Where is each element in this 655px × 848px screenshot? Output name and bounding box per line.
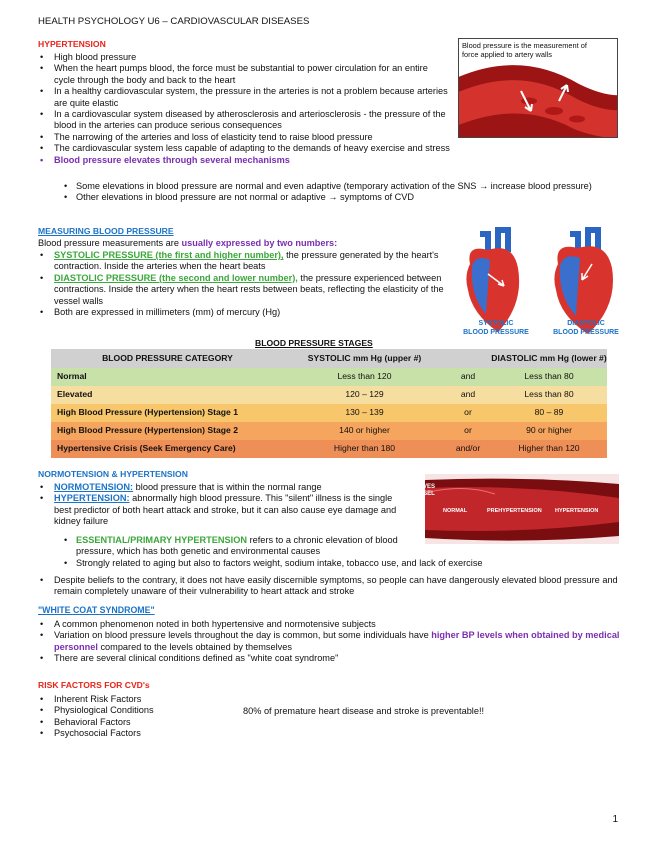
intro-text: Blood pressure measurements are xyxy=(38,238,182,248)
hypertension-definition: abnormally high blood pressure. This "silent" illness is the single best predictor of both heart attack and stroke, but it can also cause eye damage and kidney failure xyxy=(54,493,397,527)
white-coat-list xyxy=(38,619,623,665)
list-item: • Psychosocial Factors xyxy=(38,728,238,739)
hypertension-heading: HYPERTENSION xyxy=(38,39,106,49)
risk-factors-list xyxy=(38,694,238,740)
diastolic-definition: the pressure experienced between contractions. Inside the artery when the heart rests between beats, reflecting the elasticity of the vessel walls xyxy=(54,272,444,306)
list-item: • The narrowing of the arteries and loss of elasticity tend to raise blood pressure xyxy=(38,132,450,143)
diastolic-term: DIASTOLIC PRESSURE (the second and lower number), xyxy=(54,272,298,283)
list-item xyxy=(38,482,403,493)
list-item xyxy=(38,273,458,307)
table-cell: Less than 120 xyxy=(337,371,392,382)
table-row xyxy=(51,404,607,422)
mechanisms-sublist xyxy=(62,181,602,204)
list-item: • Both are expressed in millimeters (mm) of mercury (Hg) xyxy=(38,307,458,318)
table-cell: 130 – 139 xyxy=(345,407,384,418)
hypertension-sublist xyxy=(62,535,483,569)
table-cell: Less than 80 xyxy=(524,389,574,400)
table-cell: High Blood Pressure (Hypertension) Stage 1 xyxy=(57,407,238,418)
table-cell: Hypertensive Crisis (Seek Emergency Care) xyxy=(57,443,236,454)
column-header: BLOOD PRESSURE CATEGORY xyxy=(51,349,284,368)
measuring-intro xyxy=(38,238,458,249)
measuring-list xyxy=(38,250,458,318)
table-cell: or xyxy=(464,407,472,418)
list-item: • Despite beliefs to the contrary, it does not have easily discernible symptoms, so people can have dangerously elevated blood pressure and remain completely unaware of their vulnerability to heart attack and stroke xyxy=(38,575,623,598)
systolic-label: SYSTOLIC BLOOD PRESSURE xyxy=(463,320,529,336)
normotension-definition: blood pressure that is within the normal range xyxy=(133,482,322,492)
artery-illustration xyxy=(458,38,618,138)
artery-caption: Blood pressure is the measurement of force applied to artery walls xyxy=(462,41,587,59)
list-item: • When the heart pumps blood, the force must be substantial to power circulation for an entire cycle through the body and back to the heart xyxy=(38,63,450,86)
white-coat-heading: "WHITE COAT SYNDROME" xyxy=(38,605,155,615)
table-row xyxy=(51,422,607,440)
table-row xyxy=(51,368,607,386)
table-row xyxy=(51,386,607,404)
variation-text: Variation on blood pressure levels throughout the day is common, but some individuals have xyxy=(54,630,432,641)
list-item: • Blood pressure elevates through several mechanisms xyxy=(38,155,450,166)
vessel-label-prehypertension: PREHYPERTENSION xyxy=(487,508,542,514)
systolic-term: SYSTOLIC PRESSURE (the first and higher number), xyxy=(54,250,284,260)
document-title: HEALTH PSYCHOLOGY U6 – CARDIOVASCULAR DISEASES xyxy=(38,16,310,27)
beliefs-list xyxy=(38,575,623,598)
table-header-row xyxy=(51,349,607,368)
list-item xyxy=(38,250,458,273)
table-cell: Elevated xyxy=(57,389,93,400)
variation-highlight: higher BP levels when obtained by medical personnel xyxy=(54,630,620,652)
measuring-heading: MEASURING BLOOD PRESSURE xyxy=(38,226,174,236)
vessel-label-normal: NORMAL xyxy=(443,508,468,514)
table-cell: and xyxy=(460,389,476,400)
table-cell: 80 – 89 xyxy=(534,407,564,418)
column-header: DIASTOLIC mm Hg (lower #) xyxy=(491,349,607,368)
table-row xyxy=(51,440,607,458)
list-item: • The cardiovascular system less capable of adapting to the demands of heavy exercise and stress xyxy=(38,143,498,154)
normotension-list xyxy=(38,482,403,528)
systolic-definition: the pressure generated by the heart's contraction. Inside the arteries when the heart beats xyxy=(54,250,439,272)
prevention-note: 80% of premature heart disease and stroke is preventable!! xyxy=(243,706,485,716)
column-header xyxy=(445,349,491,368)
risk-factors-heading: RISK FACTORS FOR CVD's xyxy=(38,680,150,690)
page-number: 1 xyxy=(612,814,618,825)
table-cell: or xyxy=(464,425,472,436)
table-cell: Higher than 180 xyxy=(333,443,396,454)
column-header: SYSTOLIC mm Hg (upper #) xyxy=(284,349,445,368)
list-item: • A common phenomenon noted in both hypertensive and normotensive subjects xyxy=(38,619,623,630)
variation-rest: compared to the levels obtained by themselves xyxy=(97,641,292,652)
heart-illustration xyxy=(458,224,626,364)
intro-highlight: usually expressed by two numbers: xyxy=(181,238,338,248)
table-cell: 120 – 129 xyxy=(345,389,384,400)
list-item: • Inherent Risk Factors xyxy=(38,694,238,705)
table-cell: and xyxy=(460,371,476,382)
list-item: • Strongly related to aging but also to factors weight, sodium intake, tobacco use, and lack of exercise xyxy=(62,558,532,569)
table-cell: and/or xyxy=(455,443,481,454)
table-caption: BLOOD PRESSURE STAGES xyxy=(255,338,373,348)
vessel-illustration xyxy=(425,474,619,544)
list-item xyxy=(38,493,403,527)
list-item xyxy=(62,535,407,558)
table-cell: Normal xyxy=(57,371,87,382)
list-item: • High blood pressure xyxy=(38,52,450,63)
table-cell: 90 or higher xyxy=(526,425,572,436)
list-item: • There are several clinical conditions defined as "white coat syndrome" xyxy=(38,653,623,664)
diastolic-heart xyxy=(554,230,613,334)
normotension-term: NORMOTENSION: xyxy=(54,482,134,492)
hypertension-list xyxy=(38,52,450,166)
normotension-heading: NORMOTENSION & HYPERTENSION xyxy=(38,469,188,479)
table-cell: High Blood Pressure (Hypertension) Stage 2 xyxy=(57,425,238,436)
essential-term: ESSENTIAL/PRIMARY HYPERTENSION xyxy=(76,535,248,545)
list-item: • In a healthy cardiovascular system, the pressure in the arteries is not a problem because arteries are quite elastic xyxy=(38,86,450,109)
list-item xyxy=(38,630,623,653)
hypertension-term: HYPERTENSION: xyxy=(54,493,130,504)
list-item: • Physiological Conditions xyxy=(38,705,238,716)
systolic-heart xyxy=(466,230,519,332)
list-item: • In a cardiovascular system diseased by atherosclerosis and arteriosclerosis - the pressure of the blood in the arteries can produce serious consequences xyxy=(38,109,450,132)
table-cell: Less than 80 xyxy=(524,371,574,382)
blood-pressure-table xyxy=(51,349,607,458)
essential-definition: refers to a chronic elevation of blood pressure, which has both genetic and environmental causes xyxy=(76,535,398,557)
diastolic-label: DIASTOLIC BLOOD PRESSURE xyxy=(553,320,619,336)
list-item: • Other elevations in blood pressure are not normal or adaptive → symptoms of CVD xyxy=(62,192,602,203)
table-cell: Higher than 120 xyxy=(518,443,580,454)
table-cell: 140 or higher xyxy=(339,425,390,436)
list-item: • Behavioral Factors xyxy=(38,717,238,728)
vessel-label-hypertension: HYPERTENSION xyxy=(555,508,599,514)
vessel-title: VESSEL xyxy=(423,484,436,497)
list-item: • Some elevations in blood pressure are normal and even adaptive (temporary activation of the SNS → increase blood pressure) xyxy=(62,181,602,192)
